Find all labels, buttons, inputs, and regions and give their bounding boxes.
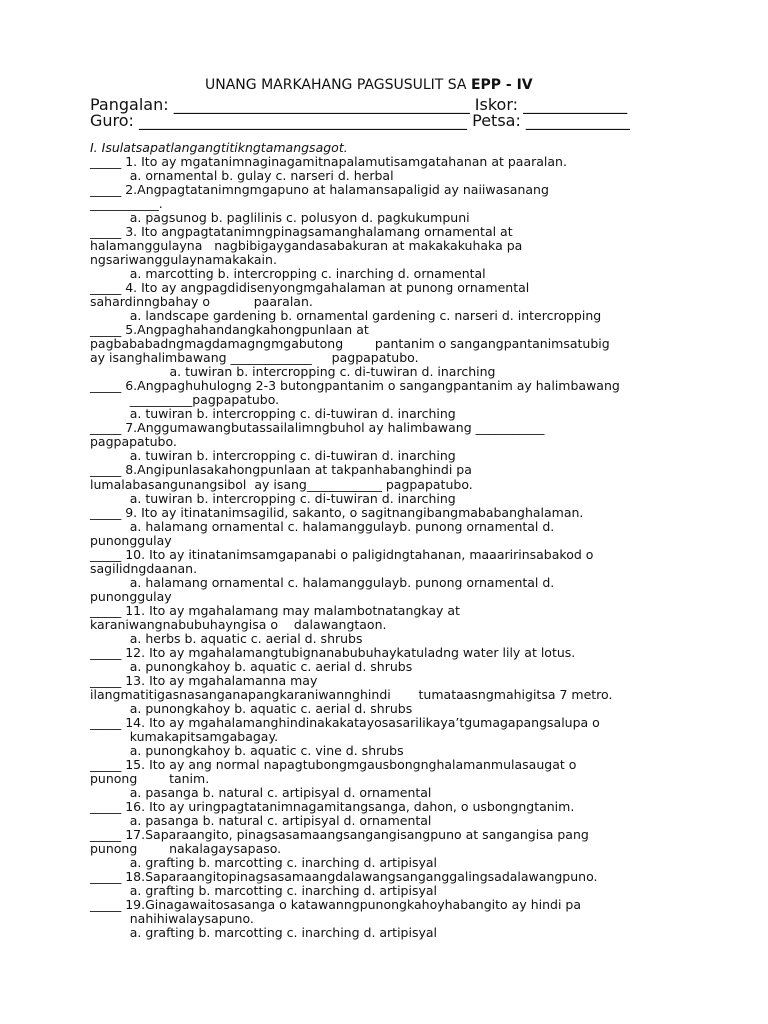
question-item: _____ 11. Ito ay mgahalamang may malambotnatangkay at [90,602,460,618]
question-line: karaniwangnabubuhayngisa o dalawangtaon. [90,616,387,632]
exam-title-prefix: UNANG MARKAHANG PAGSUSULIT SA [205,77,471,93]
question-line: a. grafting b. marcotting c. inarching d. artipisyal [90,925,438,941]
question-line: a. punongkahoy b. aquatic c. aerial d. shrubs [90,658,413,674]
question-item: _____ 15. Ito ay ang normal napagtubongmgausbongnghalamanmulasaugat o [90,756,577,772]
question-item: _____ 7.Anggumawangbutassailalimngbuhol ay halimbawang ___________ [90,420,545,436]
question-item: _____ 5.Angpaghahandangkahongpunlaan at [90,322,369,338]
question-line: lumalabasangunangsibol ay isang____________ pagpapatubo. [90,476,473,492]
question-line: a. halamang ornamental c. halamanggulayb. punong ornamental d. [90,574,555,590]
question-line: a. tuwiran b. intercropping c. di-tuwiran d. inarching [90,364,496,380]
question-item: _____ 3. Ito angpagtatanimngpinagsamanghalamang ornamental at [90,224,513,240]
question-line: a. tuwiran b. intercropping c. di-tuwiran d. inarching [90,406,456,422]
question-line: a. grafting b. marcotting c. inarching d. artipisyal [90,855,438,870]
question-item: _____ 1. Ito ay mgatanimnaginagamitnapalamutisamgatahanan at paaralan. [90,154,567,169]
question-line: a. halamang ornamental c. halamanggulayb. punong ornamental d. [90,518,555,534]
exam-subject: EPP - IV [470,77,533,93]
question-item: _____ 9. Ito ay itinatanimsagilid, sakanto, o sagitnangibangmababanghalaman. [90,504,584,520]
question-item: _____ 4. Ito ay angpagdidisenyongmgahalaman at punong ornamental [90,280,530,296]
question-line: nahihiwalaysapuno. [90,911,254,927]
question-item: _____ 17.Saparaangito, pinagsasamaangsangangisangpuno at sangangisa pang [90,827,589,842]
question-line: punonggulay [90,588,172,604]
question-line: punong tanim. [90,770,210,786]
question-item: _____ 16. Ito ay uringpagtatanimnagamitangsanga, dahon, o usbongngtanim. [90,798,575,814]
question-line: pagpapatubo. [90,434,177,450]
question-item: _____ 14. Ito ay mgahalamanghindinakakatayosasarilikaya’tgumagapangsalupa o [90,714,600,730]
question-line: a. grafting b. marcotting c. inarching d. artipisyal [90,883,438,898]
question-item: _____ 19.Ginagawaitosasanga o katawanngpunongkahoyhabangito ay hindi pa [90,897,581,913]
question-item: _____ 13. Ito ay mgahalamanna may [90,672,318,688]
question-line: sagilidngdaanan. [90,560,198,576]
question-line: a. punongkahoy b. aquatic c. vine d. shrubs [90,742,404,758]
question-line: a. pagsunog b. paglilinis c. polusyon d. pagkukumpuni [90,210,470,226]
question-line: pagbababadngmagdamagngmgabutong pantanim o sangangpantanimsatubig [90,336,610,352]
question-line: ilangmatitigasnasanganapangkaraniwannghindi tumataasngmahigitsa 7 metro. [90,686,613,702]
question-item: ___________. [90,196,163,212]
question-line: a. punongkahoy b. aquatic c. aerial d. shrubs [90,700,413,716]
question-line: a. pasanga b. natural c. artipisyal d. ornamental [90,812,432,828]
question-item: _____ 2.Angpagtatanimngmgapuno at halamansapaligid ay naiiwasanang [90,182,549,197]
question-line: sahardinngbahay o paaralan. [90,294,313,310]
question-line: ay isanghalimbawang _____________ pagpapatubo. [90,350,419,366]
question-line: a. ornamental b. gulay c. narseri d. herbal [90,168,394,183]
question-item: _____ 8.Angipunlasakahongpunlaan at takpanhabanghindi pa [90,462,472,478]
question-line: a. herbs b. aquatic c. aerial d. shrubs [90,630,363,646]
question-item: _____ 6.Angpaghuhulogng 2-3 butongpantanim o sangangpantanim ay halimbawang [90,378,620,394]
teacher-date-line: Guro: _________________________________________ Petsa: _____________ [90,111,630,130]
question-line: a. pasanga b. natural c. artipisyal d. ornamental [90,784,432,800]
name-score-line: Pangalan: _____________________________________ Iskor: _____________ [90,95,628,114]
question-line: a. tuwiran b. intercropping c. di-tuwiran d. inarching [90,490,456,506]
question-item: _____ 12. Ito ay mgahalamangtubignanabubuhaykatuladng water lily at lotus. [90,644,576,660]
question-item: _____ 18.Saparaangitopinagsasamaangdalawangsanganggalingsadalawangpuno. [90,869,598,884]
question-line: a. landscape gardening b. ornamental gardening c. narseri d. intercropping [90,308,602,324]
question-line: punonggulay [90,532,172,548]
question-line: halamanggulayna nagbibigaygandasabakuran at makakakuhaka pa [90,238,523,254]
question-line: __________pagpapatubo. [90,392,280,408]
question-line: a. tuwiran b. intercropping c. di-tuwiran d. inarching [90,448,456,464]
instruction: I. Isulatsapatlangangtitikngtamangsagot. [90,140,348,155]
question-item: _____ 10. Ito ay itinatanimsamgapanabi o paligidngtahanan, maaaririnsabakod o [90,546,594,562]
exam-title [205,78,533,92]
question-line: kumakapitsamgabagay. [90,728,279,744]
question-line: punong nakalagaysapaso. [90,841,282,856]
question-line: ngsariwanggulaynamakakain. [90,252,277,268]
question-line: a. marcotting b. intercropping c. inarching d. ornamental [90,266,486,282]
